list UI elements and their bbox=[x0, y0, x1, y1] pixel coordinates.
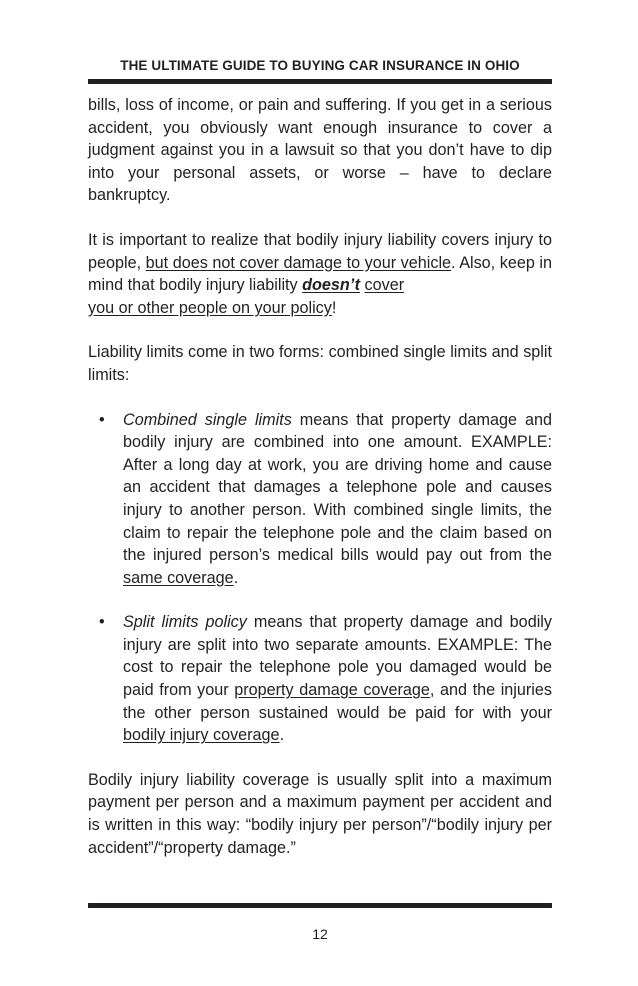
text-run: ! bbox=[331, 298, 337, 317]
underlined-phrase: cover bbox=[364, 276, 405, 295]
text-run: , and the injuries the other person sustained would be paid for with your bbox=[123, 681, 552, 722]
limits-bullet-list bbox=[88, 409, 552, 747]
bullet-item-split bbox=[88, 611, 552, 747]
paragraph-continuation: bills, loss of income, or pain and suffering. If you get in a serious accident, you obviously want enough insurance to cover a judgment against you in a lawsuit so that you don’t have to dip into your personal assets, or worse – have to declare bankruptcy. bbox=[88, 96, 552, 205]
underlined-phrase: you or other people on your policy bbox=[88, 298, 332, 317]
bullet-item-combined bbox=[88, 409, 552, 590]
bullet-icon: • bbox=[99, 410, 105, 429]
text-run: means that property damage and bodily injury are combined into one amount. EXAMPLE: After a long day at work, you are driving home and cause an accident that damages a telephone pole and causes injury to another person. With combined single limits, the claim to repair the telephone pole and the claim based on the injured person’s medical bills would pay out from the bbox=[123, 410, 552, 565]
text-run: means that property damage and bodily injury are split into two separate amounts. EXAMPLE: The cost to repair the telephone pole you damaged would be paid from your bbox=[123, 613, 552, 700]
underlined-phrase: same coverage bbox=[123, 568, 234, 587]
bullet-icon: • bbox=[99, 613, 105, 632]
underlined-phrase: property damage coverage bbox=[234, 681, 430, 700]
text-run: . bbox=[233, 568, 239, 587]
paragraph-liability-limits: Liability limits come in two forms: combined single limits and split limits: bbox=[88, 343, 552, 384]
text-run: . Also, keep in mind that bodily injury liability bbox=[88, 253, 552, 295]
text-run: . bbox=[279, 726, 285, 745]
header-rule bbox=[88, 79, 552, 84]
footer-rule bbox=[88, 903, 552, 908]
text-run: It is important to realize that bodily injury liability covers injury to people, bbox=[88, 230, 552, 272]
paragraph-bodily-injury bbox=[88, 229, 552, 319]
bullet-term: Combined single limits bbox=[123, 410, 292, 429]
bullet-term: Split limits policy bbox=[123, 613, 247, 632]
underlined-phrase: but does not cover damage to your vehicle bbox=[145, 253, 452, 272]
body-text bbox=[88, 94, 552, 859]
paragraph-split-coverage: Bodily injury liability coverage is usually split into a maximum payment per person and a maximum payment per accident and is written in this way: “bodily injury per person”/“bodily injury per accident”/“property damage.” bbox=[88, 770, 552, 857]
page-number: 12 bbox=[312, 926, 328, 942]
underlined-phrase: bodily injury coverage bbox=[123, 726, 280, 745]
header-title: THE ULTIMATE GUIDE TO BUYING CAR INSURANCE IN OHIO bbox=[120, 58, 520, 73]
emphasized-word: doesn’t bbox=[302, 276, 360, 295]
